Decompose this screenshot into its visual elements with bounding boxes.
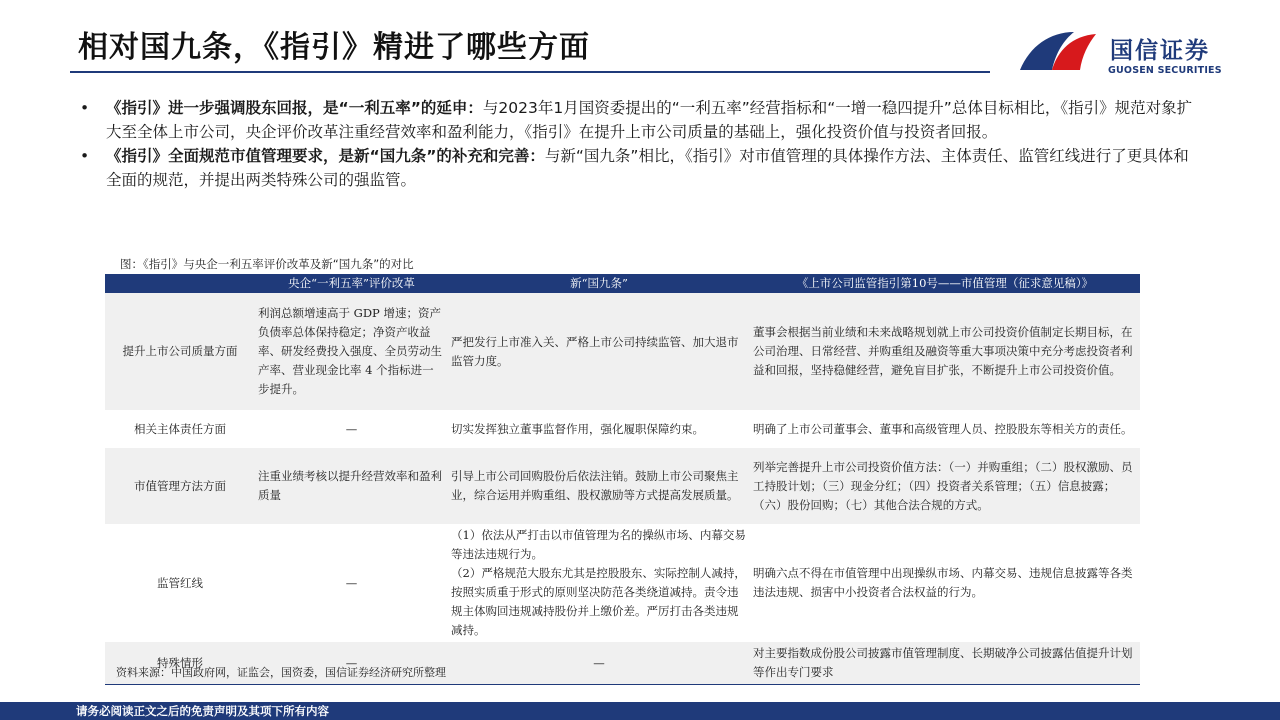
page-title: 相对国九条，《指引》精进了哪些方面: [78, 30, 590, 65]
table-row: [105, 524, 1140, 642]
table-row: [105, 410, 1140, 448]
aspect-cell: 特殊情形: [105, 642, 255, 685]
bullet-item: [80, 144, 1200, 192]
table-cell: 对主要指数成份股公司披露市值管理制度、长期破净公司披露估值提升计划等作出专门要求: [750, 642, 1140, 685]
table-cell: 引导上市公司回购股份后依法注销。鼓励上市公司聚焦主业，综合运用并购重组、股权激励等方式提高发展质量。: [448, 448, 750, 524]
column-header: 《上市公司监管指引第10号——市值管理（征求意见稿）》: [750, 274, 1140, 293]
table-cell: 严把发行上市准入关、严格上市公司持续监管、加大退市监管力度。: [448, 293, 750, 410]
aspect-cell: 市值管理方法方面: [105, 448, 255, 524]
aspect-cell: 监管红线: [105, 524, 255, 642]
bullet-text: 与新“国九条”相比，《指引》对市值管理的具体操作方法、主体责任、监管红线进行了更具体和全面的规范，并提出两类特殊公司的强监管。: [106, 147, 1189, 189]
table-cell: 明确了上市公司董事会、董事和高级管理人员、控股股东等相关方的责任。: [750, 410, 1140, 448]
column-header: [105, 274, 255, 293]
table-cell: —: [448, 642, 750, 685]
table-row: [105, 293, 1140, 410]
table-cell: 注重业绩考核以提升经营效率和盈利质量: [255, 448, 448, 524]
logo-mark-icon: [1016, 26, 1100, 78]
table-cell: —: [255, 524, 448, 642]
table-row: [105, 448, 1140, 524]
table-header-row: [105, 274, 1140, 293]
table-cell: 列举完善提升上市公司投资价值方法：（一）并购重组；（二）股权激励、员工持股计划；（三）现金分红；（四）投资者关系管理；（五）信息披露；（六）股份回购；（七）其他合法合规的方式。: [750, 448, 1140, 524]
bullet-item: [80, 96, 1200, 144]
bullet-heading: 《指引》进一步强调股东回报，是“一利五率”的延申：: [106, 99, 483, 117]
bullet-marker: •: [80, 99, 90, 117]
summary-bullets: [80, 96, 1200, 192]
footer-disclaimer: 请务必阅读正文之后的免责声明及其项下所有内容: [76, 704, 329, 718]
bullet-text: 与2023年1月国资委提出的“一利五率”经营指标和“一增一稳四提升”总体目标相比，《指引》规范对象扩大至全体上市公司，央企评价改革注重经营效率和盈利能力，《指引》在提升上市公司质量的基础上，强化投资价值与投资者回报。: [106, 99, 1193, 141]
comparison-table: [105, 274, 1140, 685]
aspect-cell: 提升上市公司质量方面: [105, 293, 255, 410]
logo-english-name: GUOSEN SECURITIES: [1108, 65, 1222, 76]
aspect-cell: 相关主体责任方面: [105, 410, 255, 448]
bullet-heading: 《指引》全面规范市值管理要求，是新“国九条”的补充和完善：: [106, 147, 545, 165]
footer-bar: [0, 702, 1280, 720]
source-note: 资料来源：中国政府网，证监会，国资委，国信证券经济研究所整理: [116, 666, 446, 679]
table-cell: 利润总额增速高于 GDP 增速；资产负债率总体保持稳定；净资产收益率、研发经费投入强度、全员劳动生产率、营业现金比率 4 个指标进一步提升。: [255, 293, 448, 410]
company-logo: [1016, 26, 1226, 80]
table-cell: （1）依法从严打击以市值管理为名的操纵市场、内幕交易等违法违规行为。 （2）严格规范大股东尤其是控股股东、实际控制人减持，按照实质重于形式的原则坚决防范各类绕道减持。责令违规主体购回违规减持股份并上缴价差。严厉打击各类违规减持。: [448, 524, 750, 642]
bullet-marker: •: [80, 147, 90, 165]
table-cell: 切实发挥独立董事监督作用，强化履职保障约束。: [448, 410, 750, 448]
title-divider: [70, 71, 990, 73]
logo-chinese-name: 国信证券: [1110, 38, 1210, 64]
column-header: 新“国九条”: [448, 274, 750, 293]
table-cell: —: [255, 642, 448, 685]
table-cell: 明确六点不得在市值管理中出现操纵市场、内幕交易、违规信息披露等各类违法违规、损害中小投资者合法权益的行为。: [750, 524, 1140, 642]
table-cell: 董事会根据当前业绩和未来战略规划就上市公司投资价值制定长期目标，在公司治理、日常经营、并购重组及融资等重大事项决策中充分考虑投资者利益和回报，坚持稳健经营，避免盲目扩张，不断提升上市公司投资价值。: [750, 293, 1140, 410]
table-cell: —: [255, 410, 448, 448]
figure-caption: 图：《指引》与央企一利五率评价改革及新“国九条”的对比: [120, 257, 414, 271]
column-header: 央企“一利五率”评价改革: [255, 274, 448, 293]
